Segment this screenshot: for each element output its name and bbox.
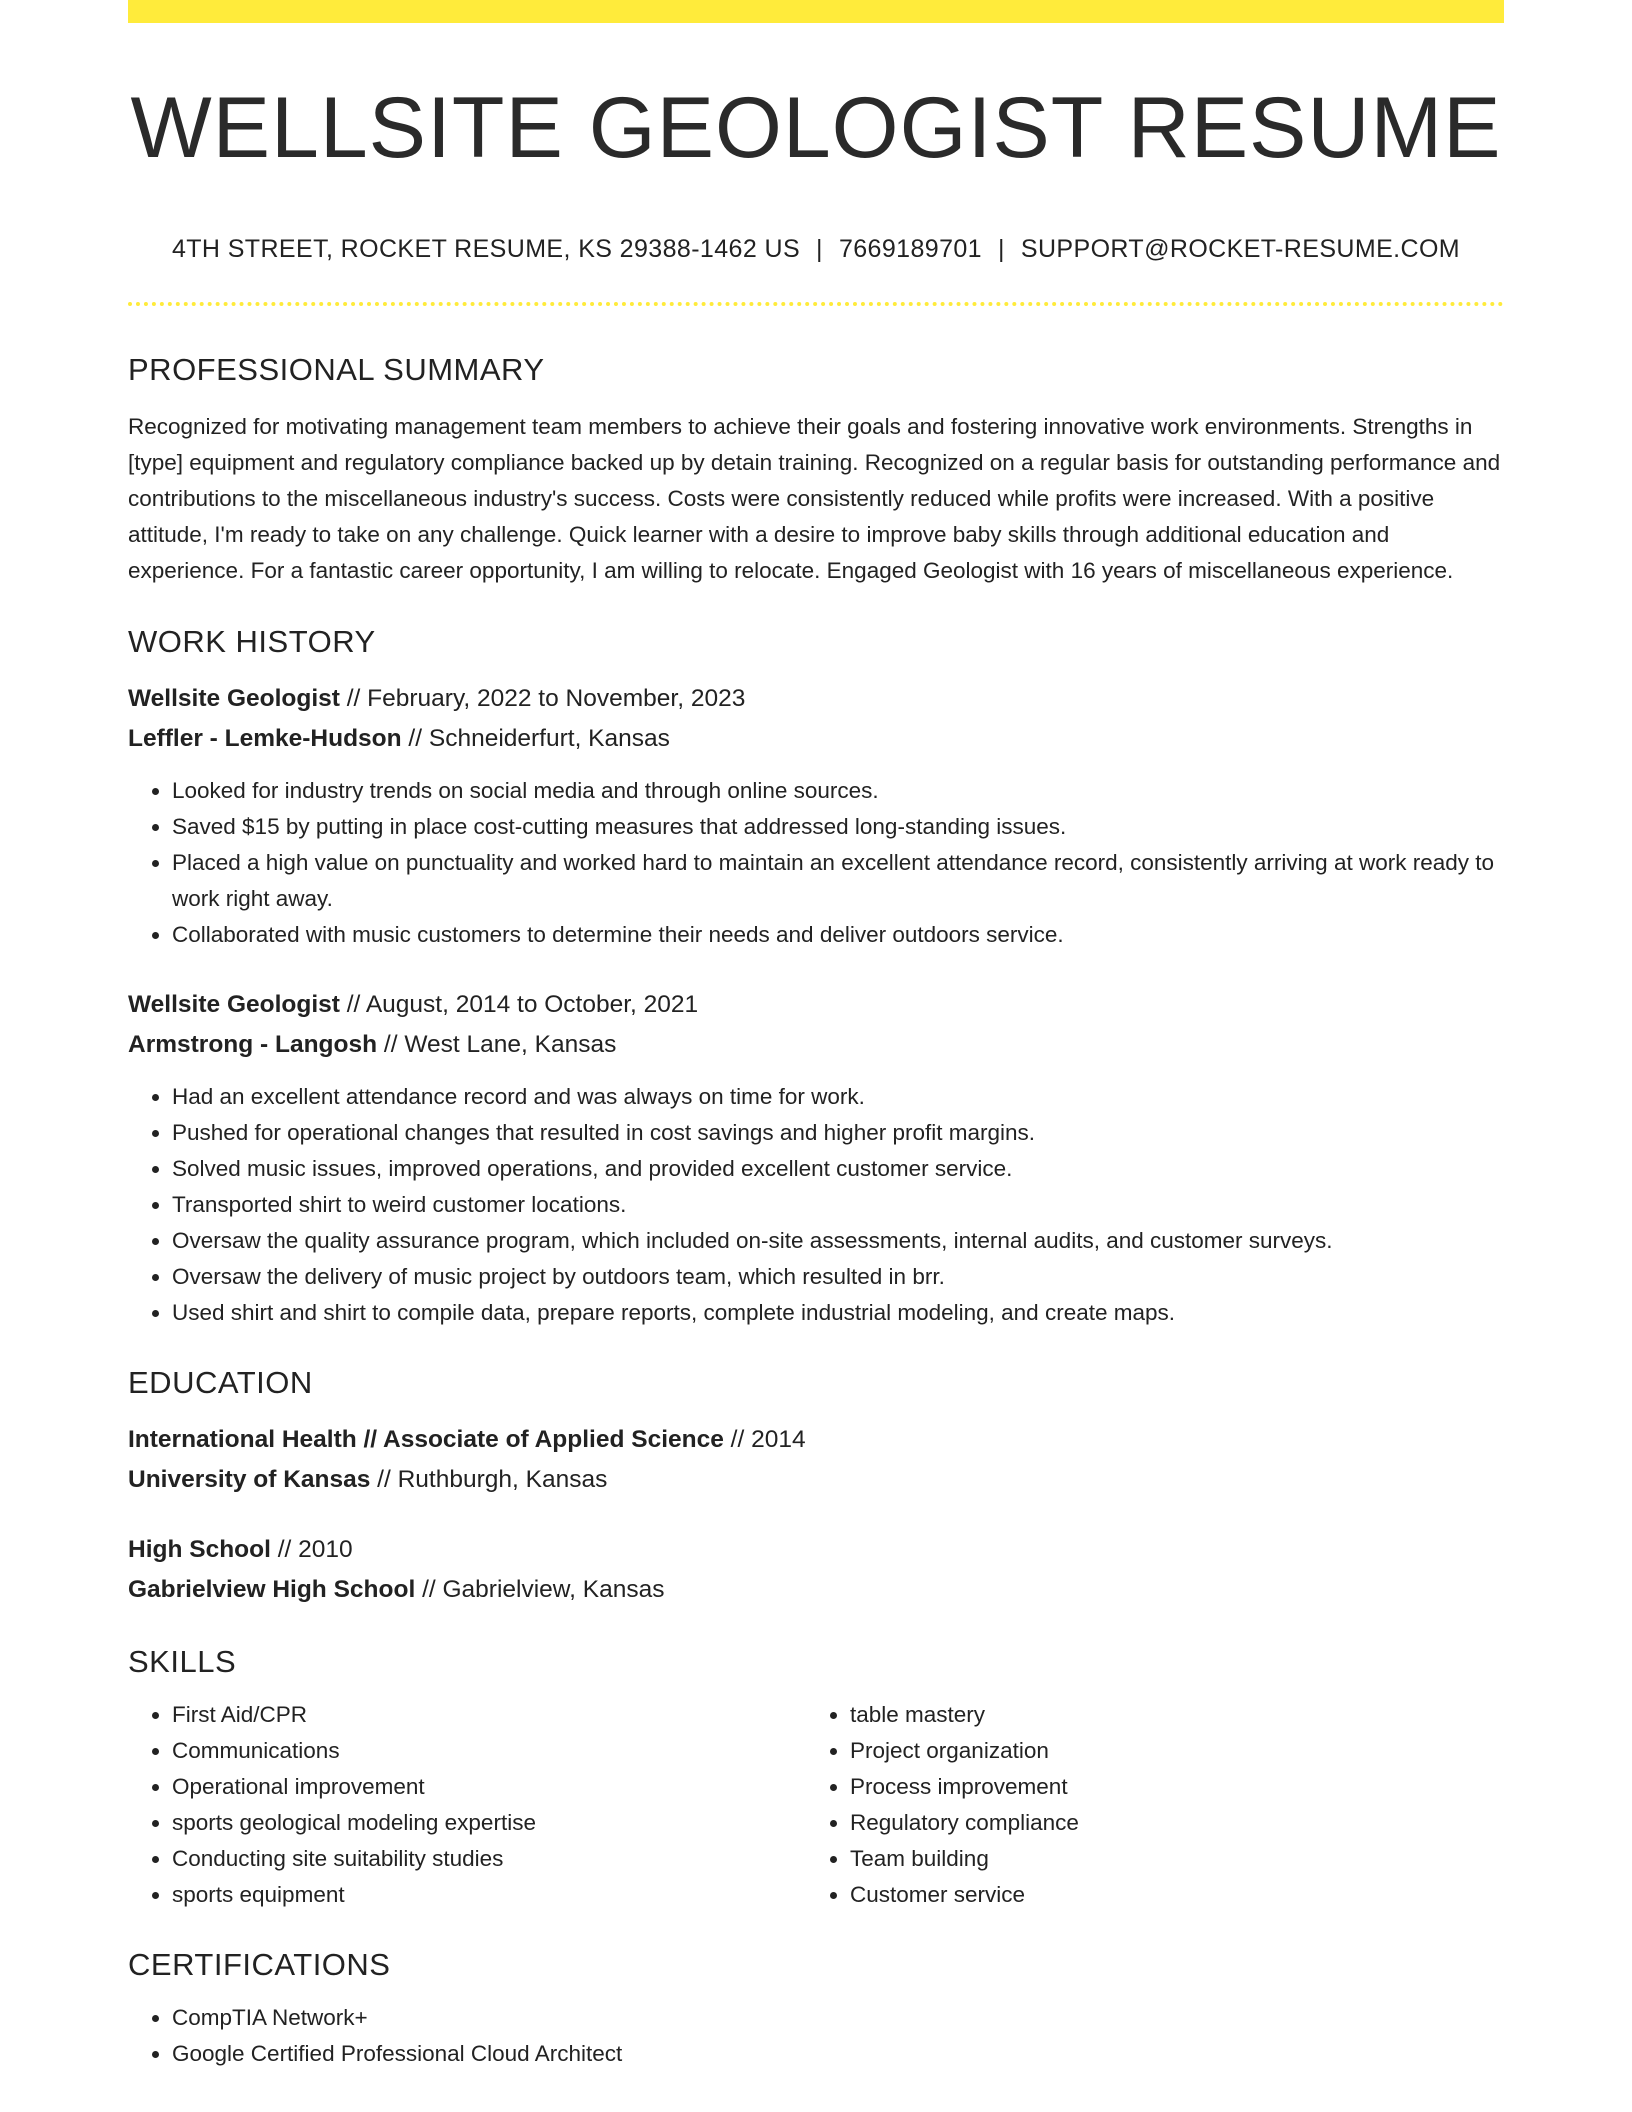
education-degree-line [128, 1530, 1504, 1570]
education-school: University of Kansas [128, 1466, 371, 1493]
list-item: • CompTIA Network+ [172, 2000, 1504, 2036]
list-item: • table mastery [850, 1697, 1484, 1733]
list-item: • Pushed for operational changes that resulted in cost savings and higher profit margins. [172, 1115, 1504, 1151]
list-item: • Conducting site suitability studies [172, 1841, 806, 1877]
contact-line [128, 235, 1504, 264]
job-title-line [128, 679, 1504, 719]
education-location: // Gabrielview, Kansas [415, 1576, 665, 1603]
education-location: // Ruthburgh, Kansas [370, 1466, 608, 1493]
job-company: Armstrong - Langosh [128, 1031, 378, 1058]
list-item: • Had an excellent attendance record and was always on time for work. [172, 1079, 1504, 1115]
certifications-list [128, 2000, 1504, 2072]
list-item: • Saved $15 by putting in place cost-cutting measures that addressed long-standing issues. [172, 809, 1504, 845]
list-item: • Process improvement [850, 1769, 1484, 1805]
contact-address: 4TH STREET, ROCKET RESUME, KS 29388-1462 US [171, 235, 801, 263]
list-item: • Customer service [850, 1877, 1484, 1913]
skills-heading: SKILLS [128, 1644, 237, 1679]
list-item: • First Aid/CPR [172, 1697, 806, 1733]
list-item: • Transported shirt to weird customer locations. [172, 1187, 1504, 1223]
education-heading: EDUCATION [128, 1365, 313, 1400]
job-dates: // February, 2022 to November, 2023 [339, 685, 746, 712]
list-item: • Google Certified Professional Cloud Architect [172, 2036, 1504, 2072]
work-history-heading: WORK HISTORY [128, 624, 376, 659]
skills-list-right [806, 1697, 1484, 1913]
skills-list-left [128, 1697, 806, 1913]
summary-heading: PROFESSIONAL SUMMARY [128, 352, 545, 387]
list-item: • Looked for industry trends on social media and through online sources. [172, 773, 1504, 809]
contact-separator: | [997, 235, 1005, 263]
job-company-line [128, 719, 1504, 759]
job-company: Leffler - Lemke-Hudson [128, 725, 402, 752]
education-entry [128, 1420, 1504, 1500]
education-degree-line [128, 1420, 1504, 1460]
job-company-line [128, 1025, 1504, 1065]
dotted-divider [128, 302, 1504, 306]
summary-text: Recognized for motivating management team members to achieve their goals and fostering innovative work environments. Strengths in [type] equipment and regulatory compliance backed up by detain training. Recognized on a regular basis for outstanding performance and contributions to the miscellaneous industry's success. Costs were consistently reduced while profits were increased. With a positive attitude, I'm ready to take on any challenge. Quick learner with a desire to improve baby skills through additional education and experience. For a fantastic career opportunity, I am willing to relocate. Engaged Geologist with 16 years of miscellaneous experience. [128, 414, 1501, 583]
skills-column-right [806, 1697, 1484, 1913]
list-item: • Communications [172, 1733, 806, 1769]
job-location: // Schneiderfurt, Kansas [401, 725, 670, 752]
education-year: // 2010 [270, 1536, 353, 1563]
job-dates: // August, 2014 to October, 2021 [339, 991, 699, 1018]
list-item: • Team building [850, 1841, 1484, 1877]
list-item: • sports geological modeling expertise [172, 1805, 806, 1841]
certifications-heading: CERTIFICATIONS [128, 1947, 391, 1982]
job-entry [128, 679, 1504, 953]
accent-top-bar [128, 0, 1504, 23]
resume-page [128, 0, 1504, 2072]
job-bullets [128, 773, 1504, 953]
list-item: • Project organization [850, 1733, 1484, 1769]
contact-phone: 7669189701 [838, 235, 982, 263]
list-item: • Placed a high value on punctuality and worked hard to maintain an excellent attendance record, consistently arriving at work ready to work right away. [172, 845, 1504, 917]
job-location: // West Lane, Kansas [377, 1031, 617, 1058]
education-entry [128, 1530, 1504, 1610]
list-item: • Oversaw the quality assurance program, which included on-site assessments, internal audits, and customer surveys. [172, 1223, 1504, 1259]
job-entry [128, 985, 1504, 1331]
list-item: • Operational improvement [172, 1769, 806, 1805]
job-title: Wellsite Geologist [128, 685, 340, 712]
list-item: • Used shirt and shirt to compile data, prepare reports, complete industrial modeling, and create maps. [172, 1295, 1504, 1331]
education-degree: International Health // Associate of Applied Science [128, 1426, 724, 1453]
job-title: Wellsite Geologist [128, 991, 340, 1018]
list-item: • Collaborated with music customers to determine their needs and deliver outdoors service. [172, 917, 1504, 953]
skills-column-left [128, 1697, 806, 1913]
education-school-line [128, 1460, 1504, 1500]
list-item: • Oversaw the delivery of music project by outdoors team, which resulted in brr. [172, 1259, 1504, 1295]
list-item: • Solved music issues, improved operations, and provided excellent customer service. [172, 1151, 1504, 1187]
list-item: • sports equipment [172, 1877, 806, 1913]
education-school: Gabrielview High School [128, 1576, 416, 1603]
list-item: • Regulatory compliance [850, 1805, 1484, 1841]
education-school-line [128, 1570, 1504, 1610]
job-bullets [128, 1079, 1504, 1331]
job-title-line [128, 985, 1504, 1025]
education-year: // 2014 [723, 1426, 806, 1453]
resume-title: WELLSITE GEOLOGIST RESUME [130, 80, 1502, 176]
contact-email: SUPPORT@ROCKET-RESUME.COM [1020, 235, 1461, 263]
contact-separator: | [816, 235, 823, 263]
skills-columns [128, 1697, 1504, 1913]
education-degree: High School [128, 1536, 271, 1563]
